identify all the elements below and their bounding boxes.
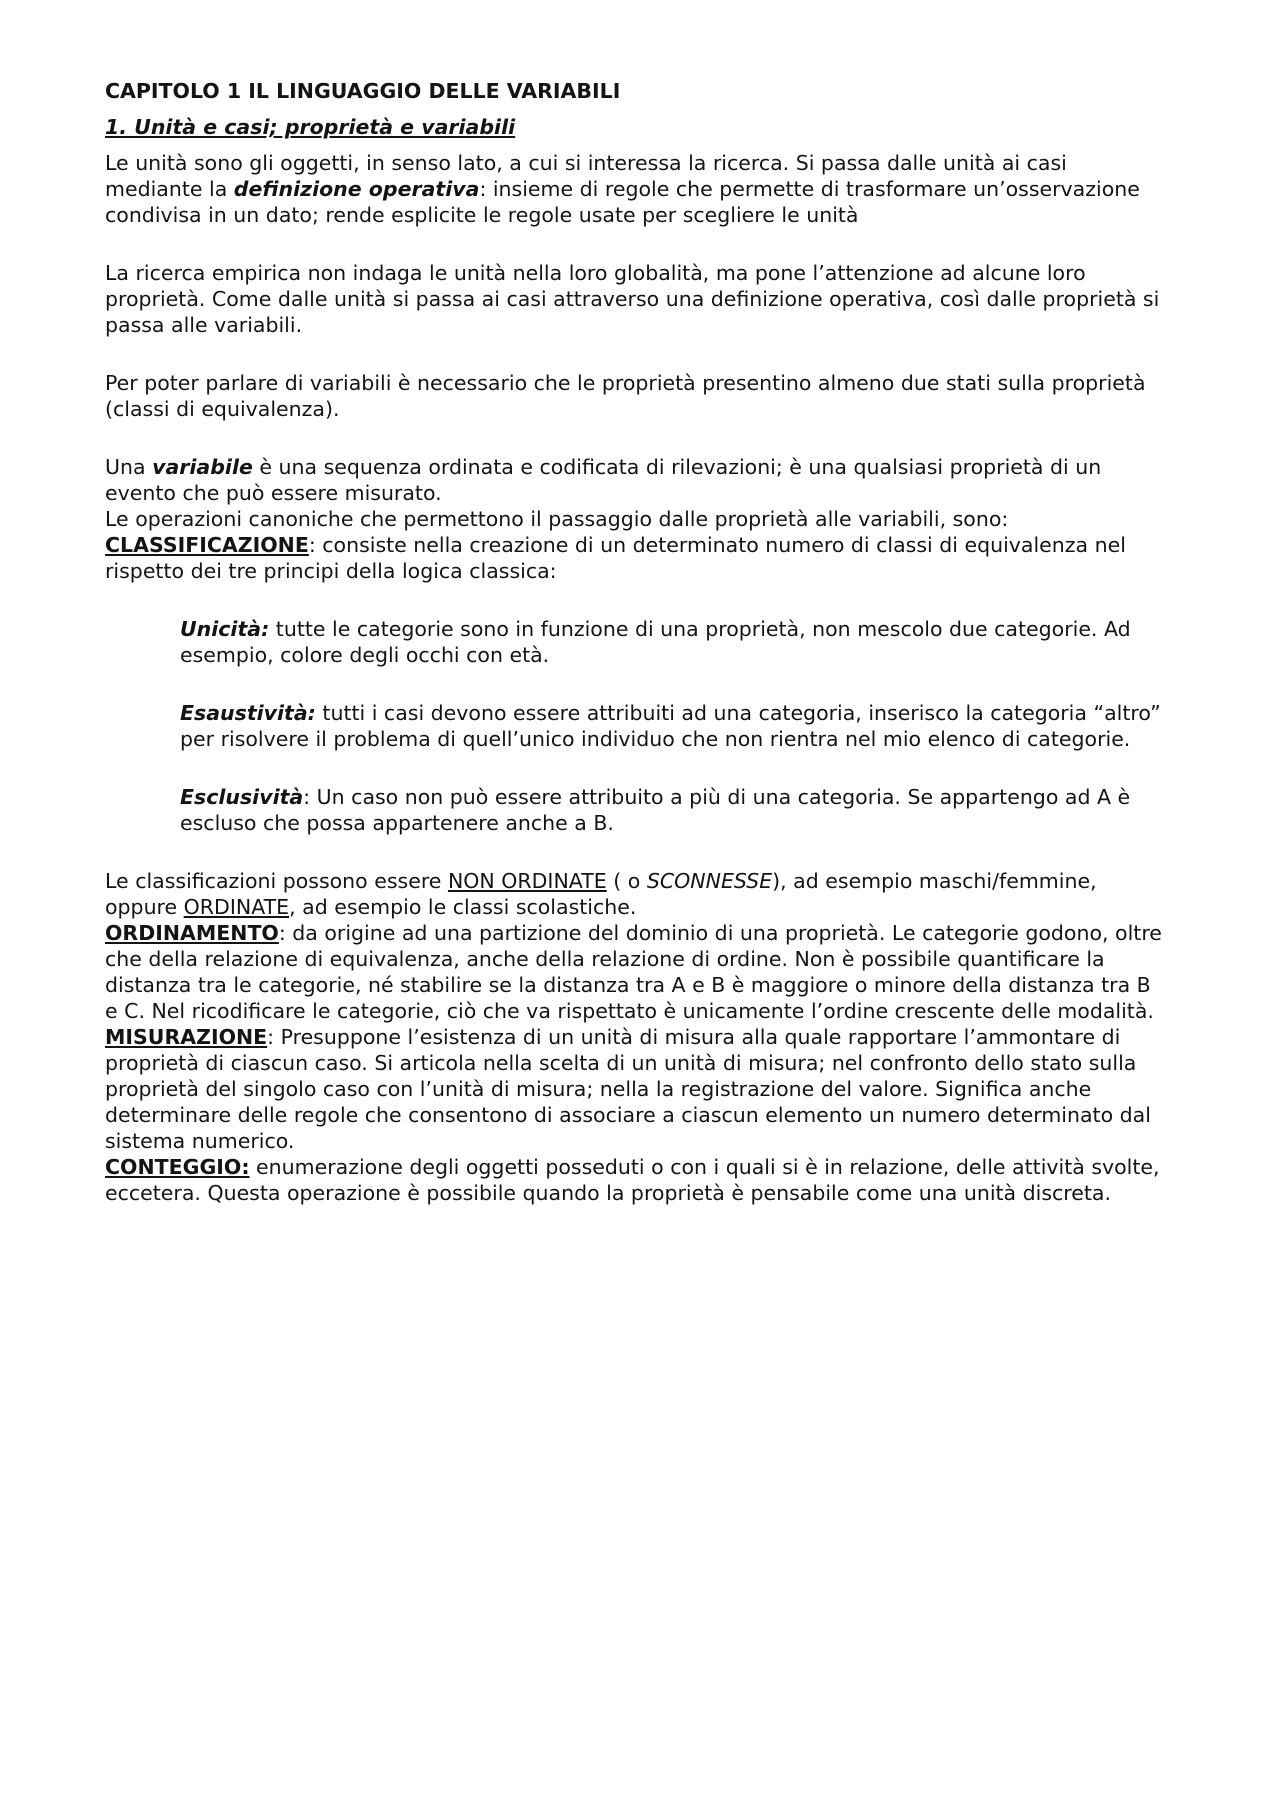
document-page xyxy=(105,78,1165,1206)
term-definizione-operativa: definizione operativa xyxy=(233,177,480,201)
label-ordinamento: ORDINAMENTO xyxy=(105,921,279,945)
text-span: : da origine ad una partizione del dominio di una proprietà. Le categorie godono, oltre che della relazione di equivalenza, anche della relazione di ordine. Non è possibile quantificare la distanza tra le categorie, né stabilire se la distanza tra A e B è maggiore o minore della distanza tra B e C. Nel ricodificare le categorie, ciò che va rispettato è unicamente l’ordine crescente delle modalità. xyxy=(105,921,1162,1023)
paragraph-operazioni: Le operazioni canoniche che permettono il passaggio dalle proprietà alle variabili, sono: xyxy=(105,507,1009,531)
paragraph-conteggio xyxy=(105,1154,1165,1206)
label-misurazione: MISURAZIONE xyxy=(105,1025,268,1049)
label-conteggio: CONTEGGIO: xyxy=(105,1155,250,1179)
text-span: : Presuppone l’esistenza di un unità di misura alla quale rapportare l’ammontare di proprietà di ciascun caso. Si articola nella scelta di un unità di misura; nel confronto dello stato sulla proprietà del singolo caso con l’unità di misura; nella la registrazione del valore. Significa anche determinare delle regole che consentono di associare a ciascun elemento un numero determinato dal sistema numerico. xyxy=(105,1025,1151,1153)
paragraph-unita xyxy=(105,150,1165,228)
paragraph-variabili: Per poter parlare di variabili è necessario che le proprietà presentino almeno due stati sulla proprietà (classi di equivalenza). xyxy=(105,371,1146,421)
text-span: : Un caso non può essere attribuito a più di una categoria. Se appartengo ad A è escluso che possa appartenere anche a B. xyxy=(180,785,1131,835)
term-sconnesse: SCONNESSE xyxy=(646,869,773,893)
text-span: , ad esempio le classi scolastiche. xyxy=(289,895,637,919)
label-classificazione: CLASSIFICAZIONE xyxy=(105,533,309,557)
chapter-title: CAPITOLO 1 IL LINGUAGGIO DELLE VARIABILI xyxy=(105,79,621,103)
text-span: Le classificazioni possono essere xyxy=(105,869,448,893)
paragraph-variabile-definition xyxy=(105,454,1165,506)
principle-esaustivita xyxy=(180,700,1165,752)
text-span: Le unità sono gli oggetti, in senso lato, a cui si interessa la ricerca. Si passa dalle unità ai casi mediante la xyxy=(105,151,1067,201)
paragraph-classificazioni xyxy=(105,868,1165,920)
paragraph-misurazione xyxy=(105,1024,1165,1154)
label-unicita: Unicità: xyxy=(180,617,270,641)
text-span: : insieme di regole che permette di trasformare un’osservazione condivisa in un dato; rende esplicite le regole usate per scegliere le unità xyxy=(105,177,1140,227)
section-title: 1. Unità e casi; proprietà e variabili xyxy=(105,115,516,139)
principle-unicita xyxy=(180,616,1165,668)
term-ordinate: ORDINATE xyxy=(183,895,290,919)
text-span: è una sequenza ordinata e codificata di rilevazioni; è una qualsiasi proprietà di un evento che può essere misurato. xyxy=(105,455,1102,505)
term-variabile: variabile xyxy=(152,455,253,479)
text-span: : consiste nella creazione di un determinato numero di classi di equivalenza nel rispetto dei tre principi della logica classica: xyxy=(105,533,1126,583)
text-span: Una xyxy=(105,455,153,479)
label-esaustivita: Esaustività: xyxy=(180,701,316,725)
paragraph-ricerca-empirica: La ricerca empirica non indaga le unità nella loro globalità, ma pone l’attenzione ad alcune loro proprietà. Come dalle unità si passa ai casi attraverso una definizione operativa, così dalle proprietà si passa alle variabili. xyxy=(105,261,1160,337)
paragraph-ordinamento xyxy=(105,920,1165,1024)
text-span: enumerazione degli oggetti posseduti o con i quali si è in relazione, delle attività svolte, eccetera. Questa operazione è possibile quando la proprietà è pensabile come una unità discreta. xyxy=(105,1155,1160,1205)
text-span: ( o xyxy=(606,869,647,893)
principle-esclusivita xyxy=(180,784,1165,836)
text-span: tutti i casi devono essere attribuiti ad una categoria, inserisco la categoria “altro” per risolvere il problema di quell’unico individuo che non rientra nel mio elenco di categorie. xyxy=(180,701,1161,751)
term-non-ordinate: NON ORDINATE xyxy=(447,869,607,893)
label-esclusivita: Esclusività xyxy=(180,785,304,809)
paragraph-classificazione xyxy=(105,532,1165,584)
text-span: ), ad esempio maschi/femmine, oppure xyxy=(105,869,1097,919)
text-span: tutte le categorie sono in funzione di una proprietà, non mescolo due categorie. Ad esempio, colore degli occhi con età. xyxy=(180,617,1131,667)
